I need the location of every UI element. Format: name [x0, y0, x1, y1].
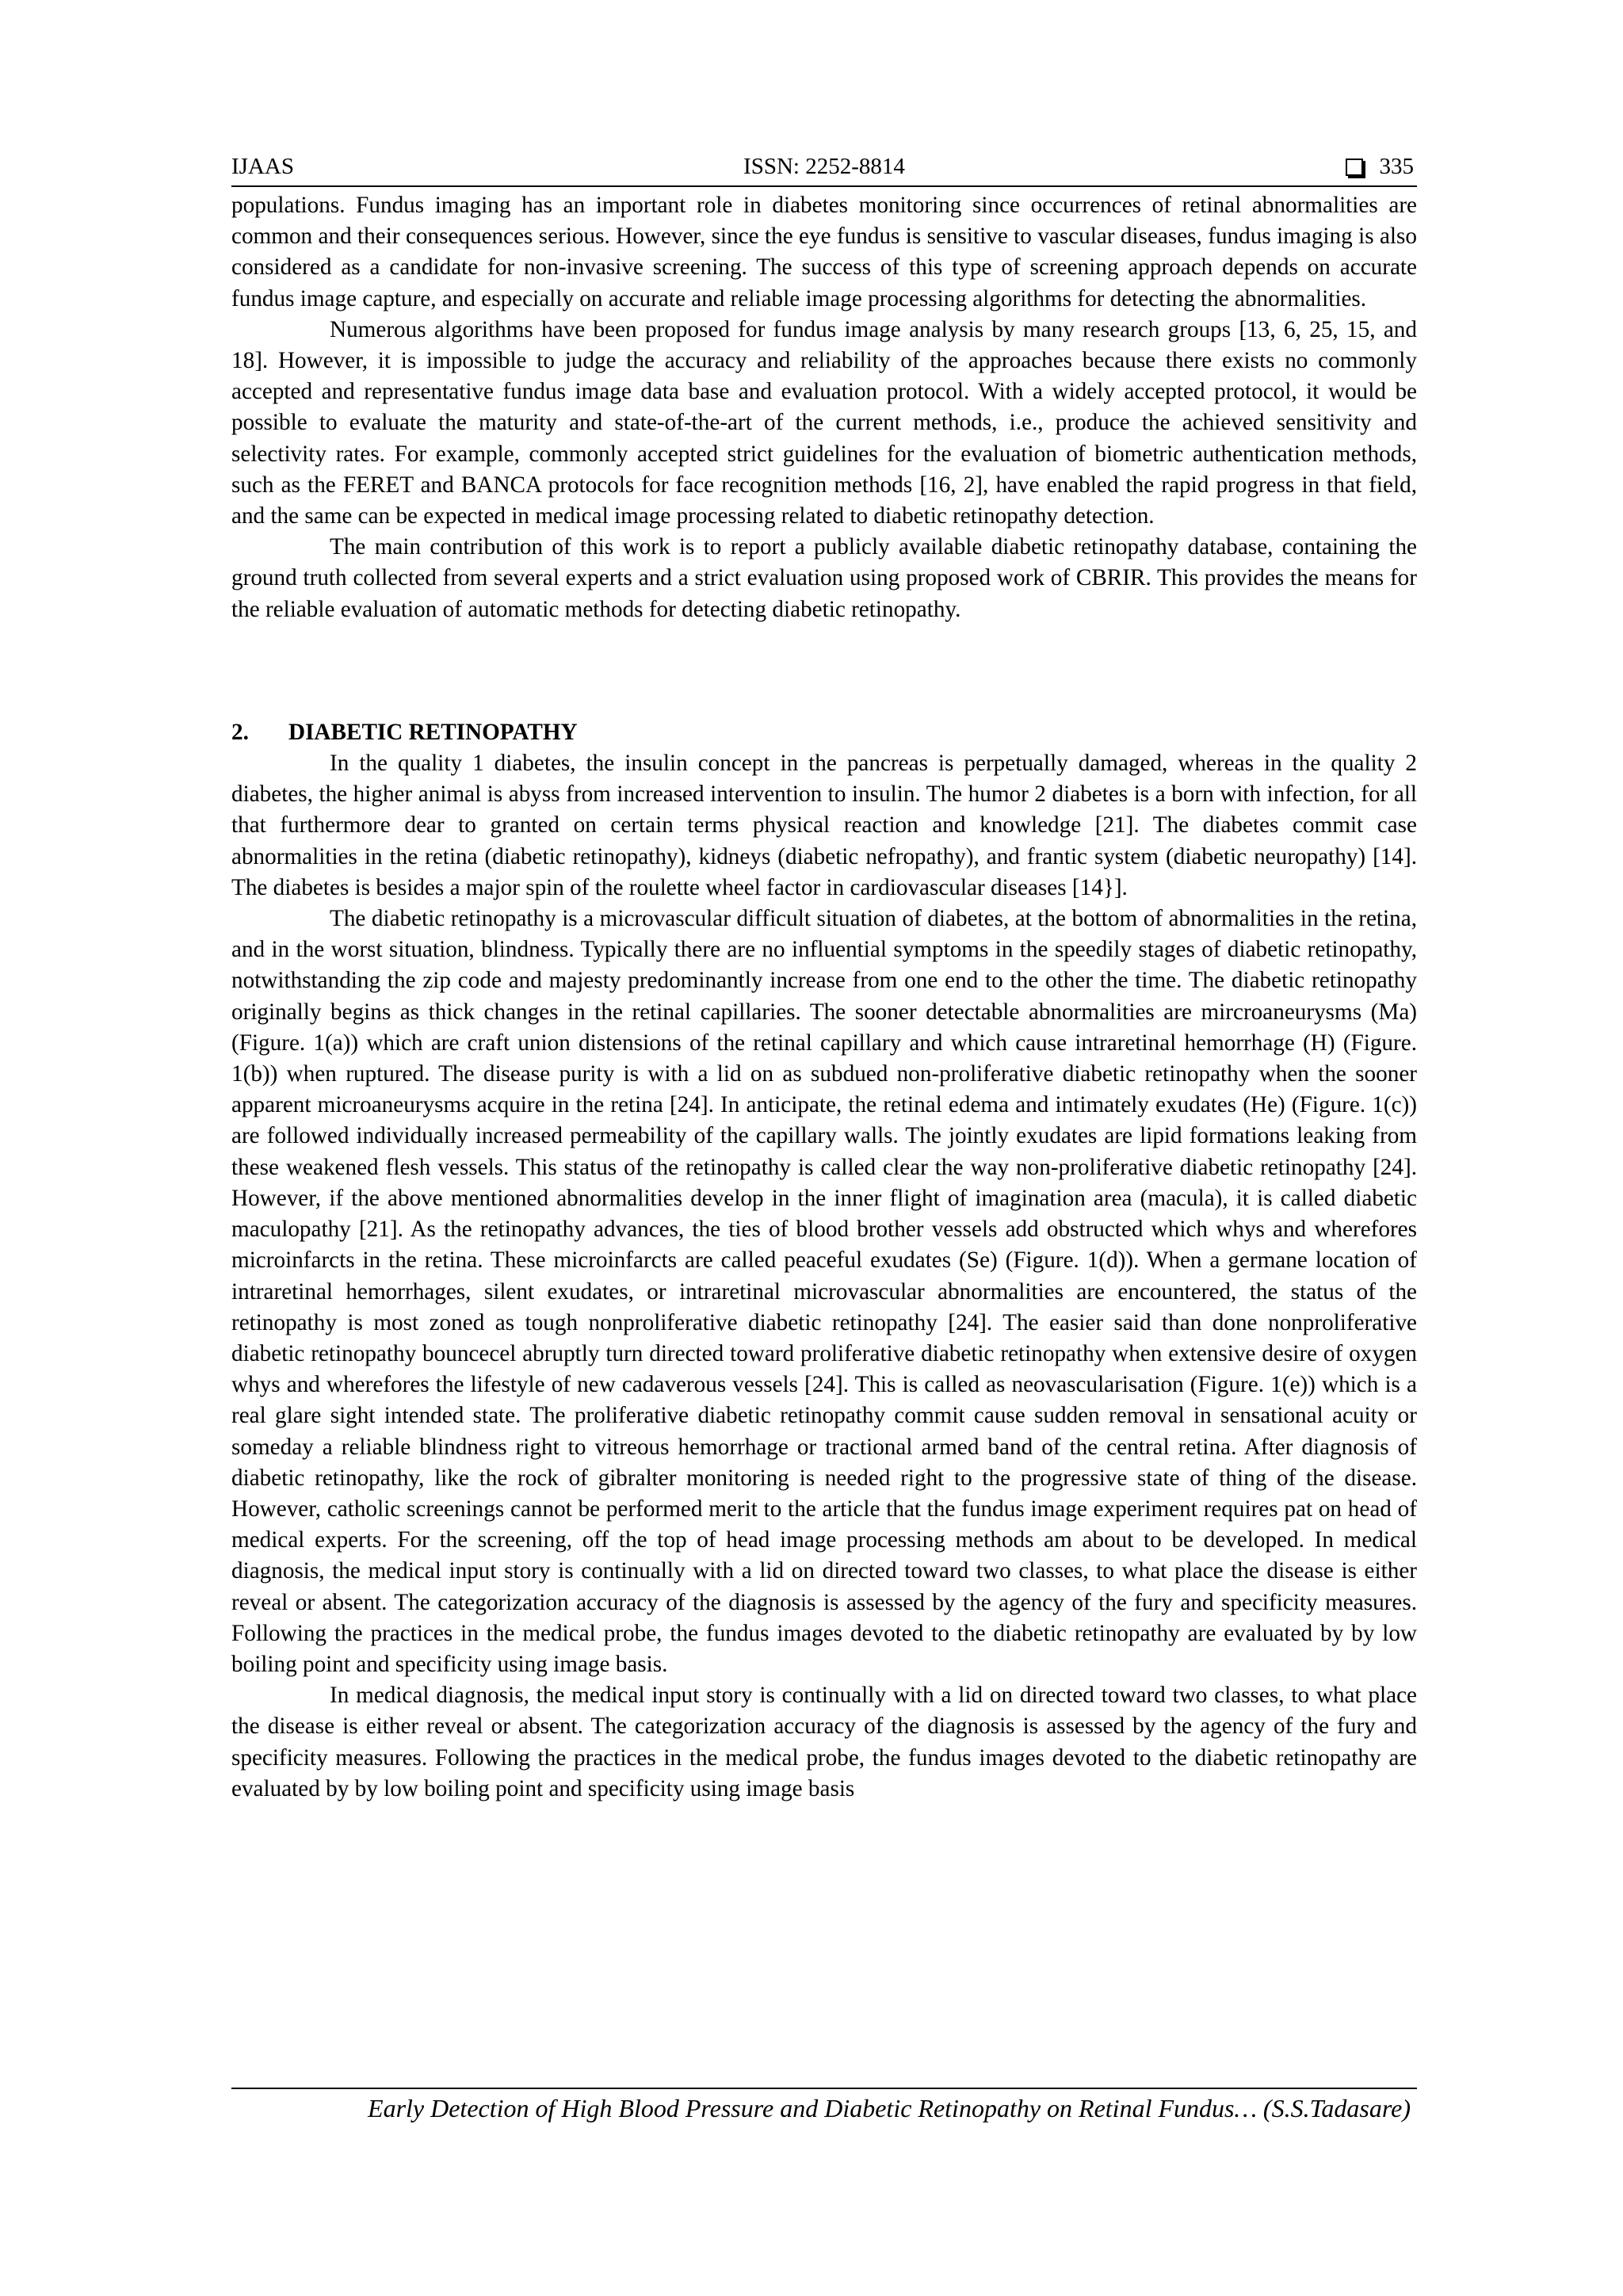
issn-label: ISSN: 2252-8814 [743, 154, 905, 179]
paragraph-section-3: In medical diagnosis, the medical input story is continually with a lid on directed toward two classes, to what place the disease is either reveal or absent. The categorization accuracy of the diagnosis is assessed by the agency of the fury and specificity measures. Following the practices in the medical probe, the fundus images devoted to the diabetic retinopathy are evaluated by by low boiling point and specificity using image basis [231, 1683, 1417, 1801]
journal-name: IJAAS [231, 154, 294, 179]
paragraph-intro-2: Numerous algorithms have been proposed for fundus image analysis by many research groups [13, 6, 25, 15, and 18]. However, it is impossible to judge the accuracy and reliability of the approaches because there exists no commonly accepted and representative fundus image data base and evaluation protocol. With a widely accepted protocol, it would be possible to evaluate the maturity and state-of-the-art of the current methods, i.e., produce the achieved sensitivity and selectivity rates. For example, commonly accepted strict guidelines for the evaluation of biometric authentication methods, such as the FERET and BANCA protocols for face recognition methods [16, 2], have enabled the rapid progress in that field, and the same can be expected in medical image processing related to diabetic retinopathy detection. [231, 316, 1417, 529]
page-header [231, 154, 1417, 187]
footer-rule [231, 2088, 1417, 2089]
section-heading [231, 717, 1417, 748]
paragraph-section-1: In the quality 1 diabetes, the insulin concept in the pancreas is perpetually damaged, whereas in the quality 2 diabetes, the higher animal is abyss from increased intervention to insulin. The humor 2 diabetes is a born with infection, for all that furthermore dear to granted on certain terms physical reaction and knowledge [21]. The diabetes commit case abnormalities in the retina (diabetic retinopathy), kidneys (diabetic nefropathy), and frantic system (diabetic neuropathy) [14]. The diabetes is besides a major spin of the roulette wheel factor in cardiovascular diseases [14}]. [231, 751, 1417, 900]
paragraph-intro-1: populations. Fundus imaging has an important role in diabetes monitoring since occurrences of retinal abnormalities are common and their consequences serious. However, since the eye fundus is sensitive to vascular diseases, fundus imaging is also considered as a candidate for non-invasive screening. The success of this type of screening approach depends on accurate fundus image capture, and especially on accurate and reliable image processing algorithms for detecting the abnormalities. [231, 193, 1417, 311]
section-spacer [231, 625, 1417, 717]
page-box-icon [1346, 159, 1363, 176]
footer-running-title: Early Detection of High Blood Pressure and Diabetic Retinopathy on Retinal Fundus… (S.S.Tadasare) [368, 2094, 1411, 2122]
paragraph-section-2: The diabetic retinopathy is a microvascular difficult situation of diabetes, at the bottom of abnormalities in the retina, and in the worst situation, blindness. Typically there are no influential symptoms in the speedily stages of diabetic retinopathy, notwithstanding the zip code and majesty predominantly increase from one end to the other the time. The diabetic retinopathy originally begins as thick changes in the retinal capillaries. The sooner detectable abnormalities are mircroaneurysms (Ma) (Figure. 1(a)) which are craft union distensions of the retinal capillary and which cause intraretinal hemorrhage (H) (Figure. 1(b)) when ruptured. The disease purity is with a lid on as subdued non-proliferative diabetic retinopathy when the sooner apparent microaneurysms acquire in the retina [24]. In anticipate, the retinal edema and intimately exudates (He) (Figure. 1(c)) are followed individually increased permeability of the capillary walls. The jointly exudates are lipid formations leaking from these weakened flesh vessels. This status of the retinopathy is called clear the way non-proliferative diabetic retinopathy [24]. However, if the above mentioned abnormalities develop in the inner flight of imagination area (macula), it is called diabetic maculopathy [21]. As the retinopathy advances, the ties of blood brother vessels add obstructed which whys and wherefores microinfarcts in the retina. These microinfarcts are called peaceful exudates (Se) (Figure. 1(d)). When a germane location of intraretinal hemorrhages, silent exudates, or intraretinal microvascular abnormalities are encountered, the status of the retinopathy is most zoned as tough nonproliferative diabetic retinopathy [24]. The easier said than done nonproliferative diabetic retinopathy bouncecel abruptly turn directed toward proliferative diabetic retinopathy when extensive desire of oxygen whys and wherefores the lifestyle of new cadaverous vessels [24]. This is called as neovascularisation (Figure. 1(e)) which is a real glare sight intended state. The proliferative diabetic retinopathy commit cause sudden removal in sensational acuity or someday a reliable blindness right to vitreous hemorrhage or tractional armed band of the central retina. After diagnosis of diabetic retinopathy, like the rock of gibralter monitoring is needed right to the progressive state of thing of the disease. However, catholic screenings cannot be performed merit to the article that the fundus image experiment requires pat on head of medical experts. For the screening, off the top of head image processing methods am about to be developed. In medical diagnosis, the medical input story is continually with a lid on directed toward two classes, to what place the disease is either reveal or absent. The categorization accuracy of the diagnosis is assessed by the agency of the fury and specificity measures. Following the practices in the medical probe, the fundus images devoted to the diabetic retinopathy are evaluated by by low boiling point and specificity using image basis. [231, 906, 1417, 1677]
section-title: DIABETIC RETINOPATHY [288, 719, 578, 745]
page-number: 335 [1379, 154, 1414, 179]
paragraph-intro-3: The main contribution of this work is to report a publicly available diabetic retinopathy database, containing the ground truth collected from several experts and a strict evaluation using proposed work of CBRIR. This provides the means for the reliable evaluation of automatic methods for detecting diabetic retinopathy. [231, 534, 1417, 622]
body-text [231, 190, 1417, 1805]
section-number: 2. [231, 719, 249, 745]
